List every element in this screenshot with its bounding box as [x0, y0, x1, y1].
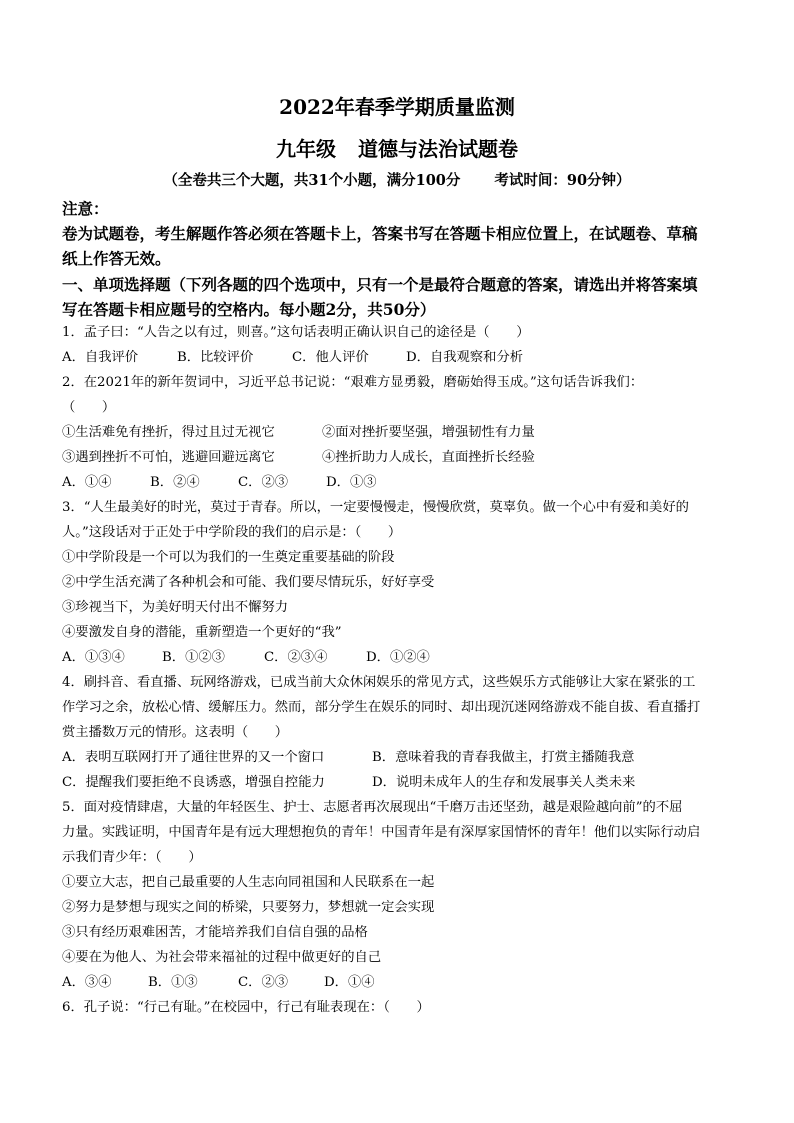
q4-stem-line3: 赏主播数万元的情形。这表明（ ） — [62, 725, 289, 740]
q3-option-c: C．②③④ — [264, 650, 328, 665]
q5-option-b: B．①③ — [148, 975, 198, 990]
q1-option-b: B．比较评价 — [177, 350, 254, 365]
q6-stem: 6．孔子说：“行己有耻。”在校园中，行己有耻表现在：（ ） — [62, 1000, 430, 1015]
exam-scope: （全卷共三个大题，共31个小题，满分100分 — [163, 172, 461, 189]
q3-statement-1: ①中学阶段是一个可以为我们的一生奠定重要基础的阶段 — [62, 550, 395, 565]
q1-option-a: A．自我评价 — [62, 350, 139, 365]
q5-option-c: C．②③ — [238, 975, 289, 990]
q4-option-a: A．表明互联网打开了通往世界的又一个窗口 — [62, 750, 325, 765]
q2-statement-2: ②面对挫折要坚强，增强韧性有力量 — [322, 425, 535, 440]
notice-label: 注意： — [62, 199, 109, 218]
q5-stem-line1: 5．面对疫情肆虐，大量的年轻医生、护士、志愿者再次展现出“千磨万击还坚劲，越是艰险越向前”的不屈 — [62, 800, 683, 815]
q2-options — [62, 473, 742, 493]
q3-option-d: D．①②④ — [366, 650, 430, 665]
q5-stem-line3: 示我们青少年：（ ） — [62, 850, 202, 865]
q2-stem-line2: （ ） — [62, 400, 116, 415]
q3-statement-2: ②中学生活充满了各种机会和可能、我们要尽情玩乐，好好享受 — [62, 575, 435, 590]
subject-label: 道德与法治试题卷 — [358, 137, 518, 161]
q5-options — [62, 973, 742, 993]
q4-stem-line2: 作学习之余，放松心情、缓解压力。然而，部分学生在娱乐的同时、却出现沉迷网络游戏不能自拔、看直播打 — [62, 700, 701, 715]
q4-option-b: B．意味着我的青春我做主，打赏主播随我意 — [372, 750, 635, 765]
q5-statement-4: ④要在为他人、为社会带来福祉的过程中做更好的自己 — [62, 950, 382, 965]
q1-option-c: C．他人评价 — [292, 350, 369, 365]
exam-subtitle — [0, 137, 794, 161]
q1-stem: 1．孟子曰：“人告之以有过，则喜。”这句话表明正确认识自己的途径是（ ） — [62, 325, 530, 340]
q4-stem-line1: 4．刷抖音、看直播、玩网络游戏，已成当前大众休闲娱乐的常见方式，这些娱乐方式能够让大家在紧张的工 — [62, 675, 696, 690]
notice-text-line2: 纸上作答无效。 — [62, 249, 171, 268]
q5-statement-2: ②努力是梦想与现实之间的桥梁，只要努力，梦想就一定会实现 — [62, 900, 435, 915]
q1-options — [62, 348, 742, 368]
q3-option-a: A．①③④ — [62, 650, 125, 665]
q3-options — [62, 648, 742, 668]
q3-statement-4: ④要激发自身的潜能，重新塑造一个更好的“我” — [62, 625, 342, 640]
q5-option-d: D．①④ — [324, 975, 375, 990]
section1-heading-line1: 一、单项选择题（下列各题的四个选项中，只有一个是最符合题意的答案，请选出并将答案填 — [62, 275, 698, 294]
q2-option-b: B．②④ — [150, 475, 200, 490]
grade-label: 九年级 — [276, 137, 336, 161]
section1-heading-line2: 写在答题卡相应题号的空格内。每小题2分，共50分） — [62, 300, 436, 319]
notice-text-line1: 卷为试题卷，考生解题作答必须在答题卡上，答案书写在答题卡相应位置上，在试题卷、草稿 — [62, 224, 698, 243]
q2-option-c: C．②③ — [238, 475, 289, 490]
q4-options-row2 — [62, 773, 742, 793]
q5-stem-line2: 力量。实践证明，中国青年是有远大理想抱负的青年！中国青年是有深厚家国情怀的青年！他们以实际行动启 — [62, 825, 701, 840]
q5-option-a: A．③④ — [62, 975, 112, 990]
q2-stem-line1: 2．在2021年的新年贺词中，习近平总书记说：“艰难方显勇毅，磨砺始得玉成。”这句话告诉我们： — [62, 375, 644, 390]
q2-statement-3: ③遇到挫折不可怕，逃避回避远离它 — [62, 450, 275, 465]
exam-info — [0, 171, 794, 191]
q3-stem-line2: 人。”这段话对于正处于中学阶段的我们的启示是：（ ） — [62, 525, 402, 540]
exam-time: 考试时间：90分钟） — [494, 172, 631, 189]
q2-statement-4: ④挫折助力人成长，直面挫折长经验 — [322, 450, 535, 465]
q4-option-c: C．提醒我们要拒绝不良诱惑，增强自控能力 — [62, 775, 325, 790]
q4-options-row1 — [62, 748, 742, 768]
q2-statements-row1 — [62, 423, 742, 443]
q2-option-d: D．①③ — [326, 475, 377, 490]
q1-option-d: D．自我观察和分析 — [406, 350, 524, 365]
q2-statements-row2 — [62, 448, 742, 468]
exam-title: 2022年春季学期质量监测 — [279, 95, 515, 119]
q5-statement-1: ①要立大志，把自己最重要的人生志向同祖国和人民联系在一起 — [62, 875, 435, 890]
q2-statement-1: ①生活难免有挫折，得过且过无视它 — [62, 425, 275, 440]
q5-statement-3: ③只有经历艰难困苦，才能培养我们自信自强的品格 — [62, 925, 368, 940]
q3-statement-3: ③珍视当下，为美好明天付出不懈努力 — [62, 600, 289, 615]
q4-option-d: D．说明未成年人的生存和发展事关人类未来 — [372, 775, 636, 790]
q3-stem-line1: 3．“人生最美好的时光，莫过于青春。所以，一定要慢慢走，慢慢欣赏，莫辜负。做一个心中有爱和美好的 — [62, 500, 689, 515]
q3-option-b: B．①②③ — [162, 650, 225, 665]
q2-option-a: A．①④ — [62, 475, 112, 490]
